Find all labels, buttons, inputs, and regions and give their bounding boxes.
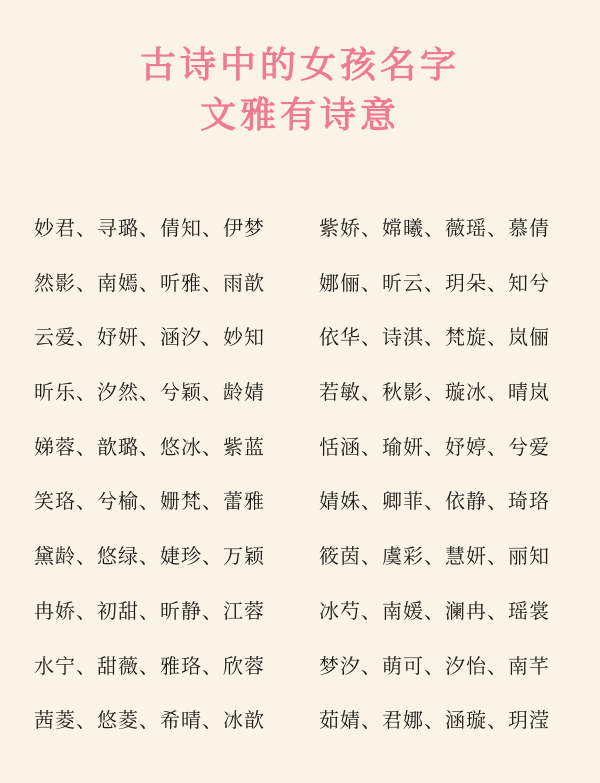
names-row-10-left: 茜菱、悠菱、希晴、冰歆 — [34, 708, 265, 733]
names-row-1-left: 妙君、寻璐、倩知、伊梦 — [34, 216, 265, 240]
title-line-2: 文雅有诗意 — [199, 94, 400, 136]
names-row-5-left: 娣蓉、歆璐、悠冰、紫蓝 — [34, 434, 265, 459]
names-row-9-left: 水宁、甜薇、雅珞、欣蓉 — [34, 653, 265, 678]
names-row-9-right: 梦汐、萌可、汐怡、南芊 — [319, 653, 550, 678]
names-row-1-right: 紫娇、嫦曦、薇瑶、慕倩 — [319, 216, 550, 240]
names-row-8-right: 冰芍、南媛、澜冉、瑶裳 — [319, 598, 550, 623]
names-row-8-left: 冉娇、初甜、昕静、江蓉 — [34, 598, 265, 623]
names-row-3-left: 云爱、妤妍、涵汐、妙知 — [34, 325, 265, 350]
names-row-7-right: 筱茵、虞彩、慧妍、丽知 — [319, 544, 550, 569]
names-row-10-right: 茹婧、君娜、涵璇、玥滢 — [319, 708, 550, 733]
names-row-2-right: 娜俪、昕云、玥朵、知兮 — [319, 270, 550, 295]
names-list — [34, 211, 586, 758]
names-row-7-left: 黛龄、悠绿、婕珍、万颖 — [34, 544, 265, 569]
page-title — [0, 40, 600, 140]
names-row-4-left: 昕乐、汐然、兮颖、龄婧 — [34, 380, 265, 405]
title-line-1: 古诗中的女孩名字 — [139, 44, 460, 86]
names-row-4-right: 若敏、秋影、璇冰、晴岚 — [319, 380, 550, 405]
names-row-2-left: 然影、南嫣、听雅、雨歆 — [34, 270, 265, 295]
names-row-3-right: 依华、诗淇、梵旋、岚俪 — [319, 325, 550, 350]
names-row-6-left: 笑珞、兮榆、姗梵、蕾雅 — [34, 489, 265, 514]
names-row-6-right: 婧姝、卿菲、依静、琦珞 — [319, 489, 550, 514]
names-row-5-right: 恬涵、瑜妍、妤婷、兮爱 — [319, 434, 550, 459]
